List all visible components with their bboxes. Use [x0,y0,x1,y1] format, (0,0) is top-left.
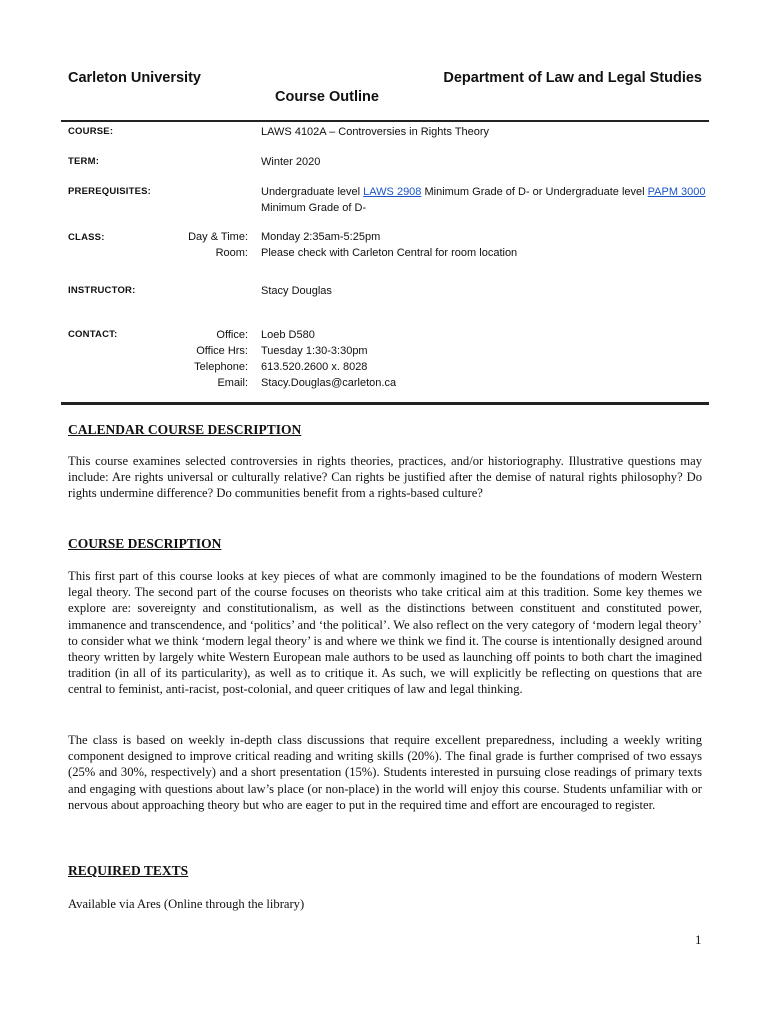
office-hours-label: Office Hrs: [196,345,248,357]
prereq-value [261,184,709,216]
bottom-rule [61,402,709,405]
course-desc-para-2: The class is based on weekly in-depth class discussions that require excellent preparedness, including a weekly writing component designed to improve critical reading and writing skills (20%). The final grade is further comprised of two essays (25% and 30%, respectively) and a short presentation (15%). Students interested in pursuing close readings of primary texts and engaging with questions about law’s place (or non-place) in the world will enjoy this course. Students unfamiliar with or nervous about approaching theory but who are eager to put in the required time and effort are encouraged to register. [68,733,702,812]
university-name: Carleton University [68,70,201,86]
email-label: Email: [217,377,248,389]
doc-title: Course Outline [275,89,379,105]
calendar-body: This course examines selected controversies in rights theories, practices, and/or historiography. Illustrative questions may include: Are rights universal or culturally relative? Can rights be justified after the demise of natural rights philosophy? Do rights undermine difference? Do communities benefit from a rights-based culture? [68,454,702,501]
course-desc-para-1: This first part of this course looks at key pieces of what are commonly imagined to be the foundations of modern Western legal theory. The second part of the course focuses on theorists who take critical aim at this tradition. Some key themes we explore are: sovereignty and constitutionalism, as well as the distinctions between constituent and constituted power, immanence and transcendence, and ‘politics’ and ‘the political’. We also reflect on the very category of ‘modern legal theory’ to consider what we think ‘modern legal theory’ is and where we think we find it. The course is intentionally designed around theory written by largely white Western European male authors to be used as launching off points to both chart the imagined tradition (in all of its particularity), as well as to critique it. As such, we will explicitly be reflecting on questions that are central to feminist, anti-racist, post-colonial, and queer critiques of law and legal thinking. [68,569,702,697]
telephone-label: Telephone: [194,361,248,373]
course-label: COURSE: [68,126,114,137]
prereq-text-1: Undergraduate level [261,186,364,198]
term-label: TERM: [68,156,100,167]
papm-3000-link[interactable]: PAPM 3000 [647,186,706,198]
top-rule [61,120,709,122]
office-value: Loeb D580 [261,329,315,341]
prereq-label: PREREQUISITES: [68,186,152,197]
room-label: Room: [215,247,248,259]
prereq-text-2: Minimum Grade of D- or Undergraduate level [421,186,648,198]
department-name: Department of Law and Legal Studies [443,70,702,86]
daytime-value: Monday 2:35am-5:25pm [261,231,381,243]
class-label: CLASS: [68,232,105,243]
page-number: 1 [695,932,702,947]
laws-2908-link[interactable]: LAWS 2908 [363,186,422,198]
prereq-text-3: Minimum Grade of D- [261,202,367,214]
required-texts-heading: REQUIRED TEXTS [68,863,189,878]
office-hours-value: Tuesday 1:30-3:30pm [261,345,368,357]
room-value: Please check with Carleton Central for room location [261,247,518,259]
calendar-heading: CALENDAR COURSE DESCRIPTION [68,422,302,437]
contact-label: CONTACT: [68,329,118,340]
course-desc-heading: COURSE DESCRIPTION [68,536,222,551]
email-value: Stacy.Douglas@carleton.ca [261,377,397,389]
instructor-label: INSTRUCTOR: [68,285,136,296]
course-value: LAWS 4102A – Controversies in Rights Theory [261,126,490,138]
daytime-label: Day & Time: [188,231,248,243]
required-texts-body: Available via Ares (Online through the library) [68,897,305,911]
instructor-value: Stacy Douglas [261,285,332,297]
office-label: Office: [216,329,248,341]
telephone-value: 613.520.2600 x. 8028 [261,361,368,373]
term-value: Winter 2020 [261,156,321,168]
